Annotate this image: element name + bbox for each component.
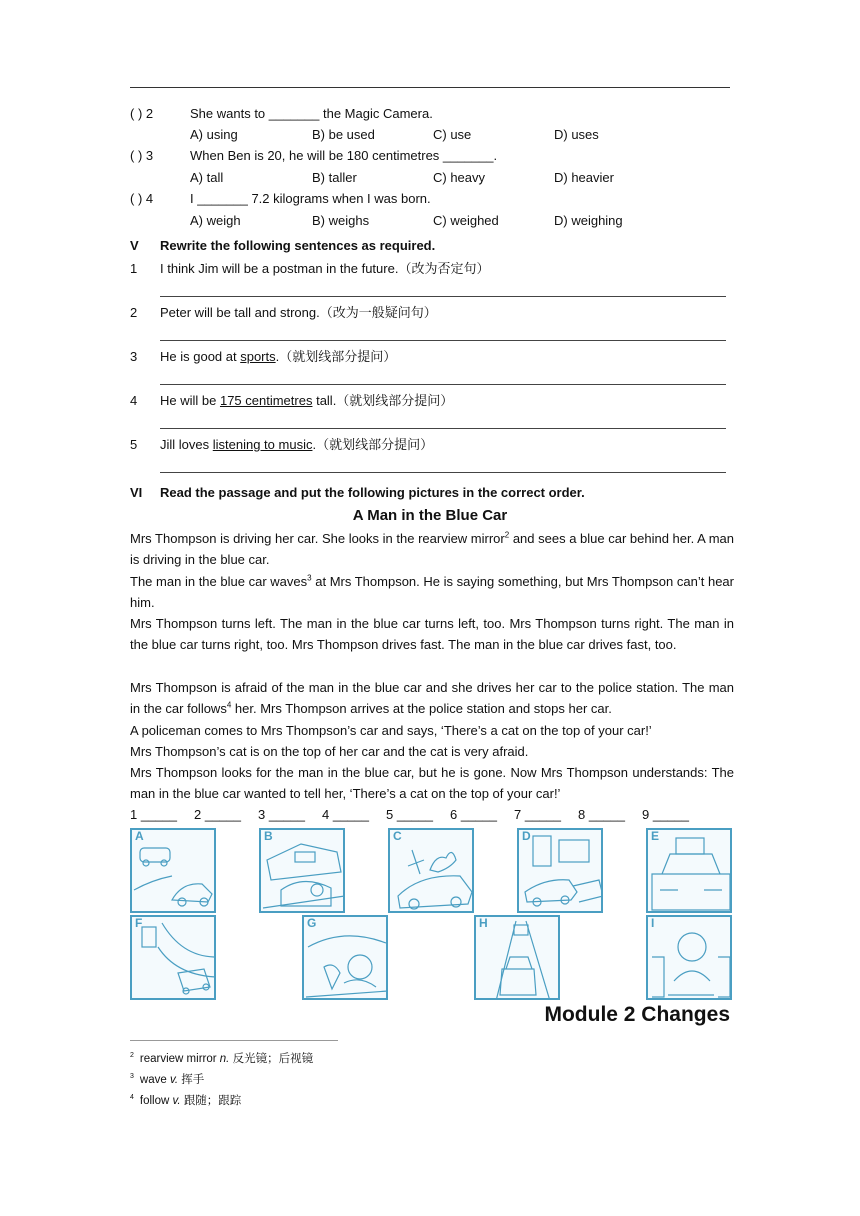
footnote-number: 4 (130, 1094, 134, 1102)
text-before: He will be (160, 393, 220, 408)
text-before: Peter will be tall and strong. (160, 305, 320, 320)
story-paragraph-7 (130, 762, 734, 805)
picture-label: G (307, 916, 317, 930)
order-blank-7[interactable]: 7 _____ (514, 807, 561, 822)
option-a: A) tall (190, 170, 224, 185)
item-number: 4 (130, 393, 138, 408)
order-blank-4[interactable]: 4 _____ (322, 807, 369, 822)
story-paragraph-6 (130, 741, 734, 762)
instruction: （改为一般疑问句） (319, 305, 437, 320)
instruction: .（就划线部分提问） (312, 437, 434, 452)
option-d: D) heavier (554, 170, 614, 185)
footnote-ref: 3 (307, 573, 312, 583)
paragraph-text: Mrs Thompson’s cat is on the top of her car and the cat is very afraid. (130, 744, 529, 759)
footnote-ref: 2 (504, 530, 510, 540)
rewrite-item-3 (130, 348, 730, 366)
order-blank-2[interactable]: 2 _____ (194, 807, 241, 822)
text-before: Jill loves (160, 437, 213, 452)
order-blank-1[interactable]: 1 _____ (130, 807, 177, 822)
section-title: Rewrite the following sentences as required. (160, 238, 436, 253)
cat-on-car-sketch-icon (390, 830, 474, 913)
picture-label: I (651, 916, 655, 930)
picture-label: E (651, 829, 660, 843)
item-text (160, 392, 453, 410)
footnote-separator (130, 1040, 338, 1041)
option-c: C) heavy (433, 170, 486, 185)
picture-e (646, 828, 732, 913)
mc-number: ( ) 4 (130, 191, 154, 206)
item-number: 5 (130, 437, 138, 452)
picture-label: C (393, 829, 402, 843)
section-number: V (130, 238, 139, 253)
underlined-part: sports (240, 349, 276, 364)
picture-c (388, 828, 474, 913)
footnote-3 (130, 1071, 204, 1087)
story-paragraph-4 (130, 677, 734, 720)
footnote-4 (130, 1092, 241, 1108)
picture-label: B (264, 829, 273, 843)
footnote-gloss: 跟随；跟踪 (183, 1095, 242, 1107)
picture-f (130, 915, 216, 1000)
picture-i (646, 915, 732, 1000)
picture-label: A (135, 829, 144, 843)
mc-question-text: When Ben is 20, he will be 180 centimetres _______. (190, 148, 498, 163)
option-b: B) taller (312, 170, 357, 185)
section-number: VI (130, 485, 143, 500)
item-number: 3 (130, 349, 138, 364)
part-of-speech: n. (219, 1053, 230, 1065)
paragraph-text: her. Mrs Thompson arrives at the police station and stops her car. (231, 701, 612, 717)
picture-label: H (479, 916, 488, 930)
section-title: Read the passage and put the following pictures in the correct order. (160, 485, 585, 500)
text-before: I think Jim will be a postman in the future. (160, 261, 399, 276)
mc-options-4 (190, 212, 730, 230)
rewrite-item-1 (130, 260, 730, 278)
option-a: A) weigh (190, 213, 241, 228)
paragraph-text: Mrs Thompson is driving her car. She looks in the rearview mirror (130, 531, 505, 546)
footnote-term: follow (139, 1095, 170, 1107)
picture-h (474, 915, 560, 1000)
footnote-term: wave (139, 1074, 167, 1086)
item-text (160, 348, 396, 366)
rewrite-item-2 (130, 304, 730, 322)
footnote-number: 3 (130, 1073, 134, 1081)
picture-a (130, 828, 216, 913)
car-interior-sketch-icon (261, 830, 345, 913)
footnote-term: rearview mirror (139, 1053, 217, 1065)
story-paragraph-5 (130, 720, 734, 741)
driver-waving-sketch-icon (304, 917, 388, 1000)
answer-line-4[interactable] (160, 428, 726, 429)
option-c: C) use (433, 127, 472, 142)
item-number: 2 (130, 305, 138, 320)
instruction: （改为否定句） (398, 261, 490, 276)
order-blank-3[interactable]: 3 _____ (258, 807, 305, 822)
paragraph-text: Mrs Thompson is afraid of the man in the blue car and she drives her car to the police station. The man in the car follows (130, 680, 734, 717)
item-text (160, 436, 433, 454)
footnote-ref: 4 (226, 700, 232, 710)
picture-d (517, 828, 603, 913)
picture-label: D (522, 829, 531, 843)
top-rule (130, 87, 730, 88)
module-heading: Module 2 Changes (544, 1003, 730, 1026)
car-on-road-sketch-icon (476, 917, 560, 1000)
picture-b (259, 828, 345, 913)
story-paragraph-3 (130, 613, 734, 656)
footnote-2 (130, 1050, 313, 1066)
item-text (160, 260, 489, 278)
option-a: A) using (190, 127, 238, 142)
underlined-part: 175 centimetres (219, 393, 313, 408)
option-d: D) weighing (554, 213, 623, 228)
footnote-gloss: 挥手 (181, 1074, 205, 1086)
paragraph-text: Mrs Thompson turns left. The man in the blue car turns left, too. Mrs Thompson turns right. The man in the blue car turns right, too. Mrs Thompson drives fast. The man in the blue car drives fast, too. (130, 616, 734, 653)
picture-label: F (135, 916, 143, 930)
part-of-speech: v. (169, 1074, 179, 1086)
option-b: B) weighs (312, 213, 370, 228)
police-station-sketch-icon (519, 830, 603, 913)
order-blank-9[interactable]: 9 _____ (642, 807, 689, 822)
answer-line-2[interactable] (160, 340, 726, 341)
turning-road-sketch-icon (132, 917, 216, 1000)
story-title: A Man in the Blue Car (352, 507, 508, 524)
mc-number: ( ) 3 (130, 148, 154, 163)
option-d: D) uses (554, 127, 599, 142)
footnote-number: 2 (130, 1052, 134, 1060)
part-of-speech: v. (172, 1095, 181, 1107)
picture-g (302, 915, 388, 1000)
rewrite-item-4 (130, 392, 730, 410)
answer-line-1[interactable] (160, 296, 726, 297)
paragraph-text: at Mrs Thompson. He is saying something, but Mrs Thompson can’t hear him. (130, 574, 734, 611)
option-c: C) weighed (433, 213, 499, 228)
order-blank-8[interactable]: 8 _____ (578, 807, 625, 822)
mc-question-text: I _______ 7.2 kilograms when I was born. (190, 191, 431, 206)
man-in-car-sketch-icon (648, 917, 732, 1000)
instruction: .（就划线部分提问） (275, 349, 397, 364)
text-before: He is good at (160, 349, 241, 364)
order-blank-6[interactable]: 6 _____ (450, 807, 497, 822)
instruction: tall.（就划线部分提问） (312, 393, 454, 408)
story-paragraph-1 (130, 528, 734, 571)
mc-options-3 (190, 169, 730, 187)
item-number: 1 (130, 261, 138, 276)
item-text (160, 304, 437, 322)
paragraph-text: A policeman comes to Mrs Thompson’s car and says, ‘There’s a cat on the top of your car!’ (130, 723, 652, 738)
mc-question-text: She wants to _______ the Magic Camera. (190, 106, 433, 121)
option-b: B) be used (312, 127, 375, 142)
underlined-part: listening to music (212, 437, 313, 452)
rewrite-item-5 (130, 436, 730, 454)
car-sketch-icon (132, 830, 216, 913)
order-blank-5[interactable]: 5 _____ (386, 807, 433, 822)
paragraph-text: The man in the blue car waves (130, 574, 308, 589)
paragraph-text: Mrs Thompson looks for the man in the blue car, but he is gone. Now Mrs Thompson understands: The man in the blue car wanted to tell her, ‘There’s a cat on the top of your car!’ (130, 765, 734, 802)
mc-options-2 (190, 126, 730, 144)
answer-line-3[interactable] (160, 384, 726, 385)
rear-window-sketch-icon (648, 830, 732, 913)
mc-number: ( ) 2 (130, 106, 154, 121)
footnote-gloss: 反光镜；后视镜 (232, 1053, 314, 1065)
paragraph-text: and sees a blue car behind her. A man is driving in the blue car. (130, 531, 734, 568)
order-answer-blanks (130, 807, 730, 825)
story-paragraph-2 (130, 571, 734, 614)
answer-line-5[interactable] (160, 472, 726, 473)
